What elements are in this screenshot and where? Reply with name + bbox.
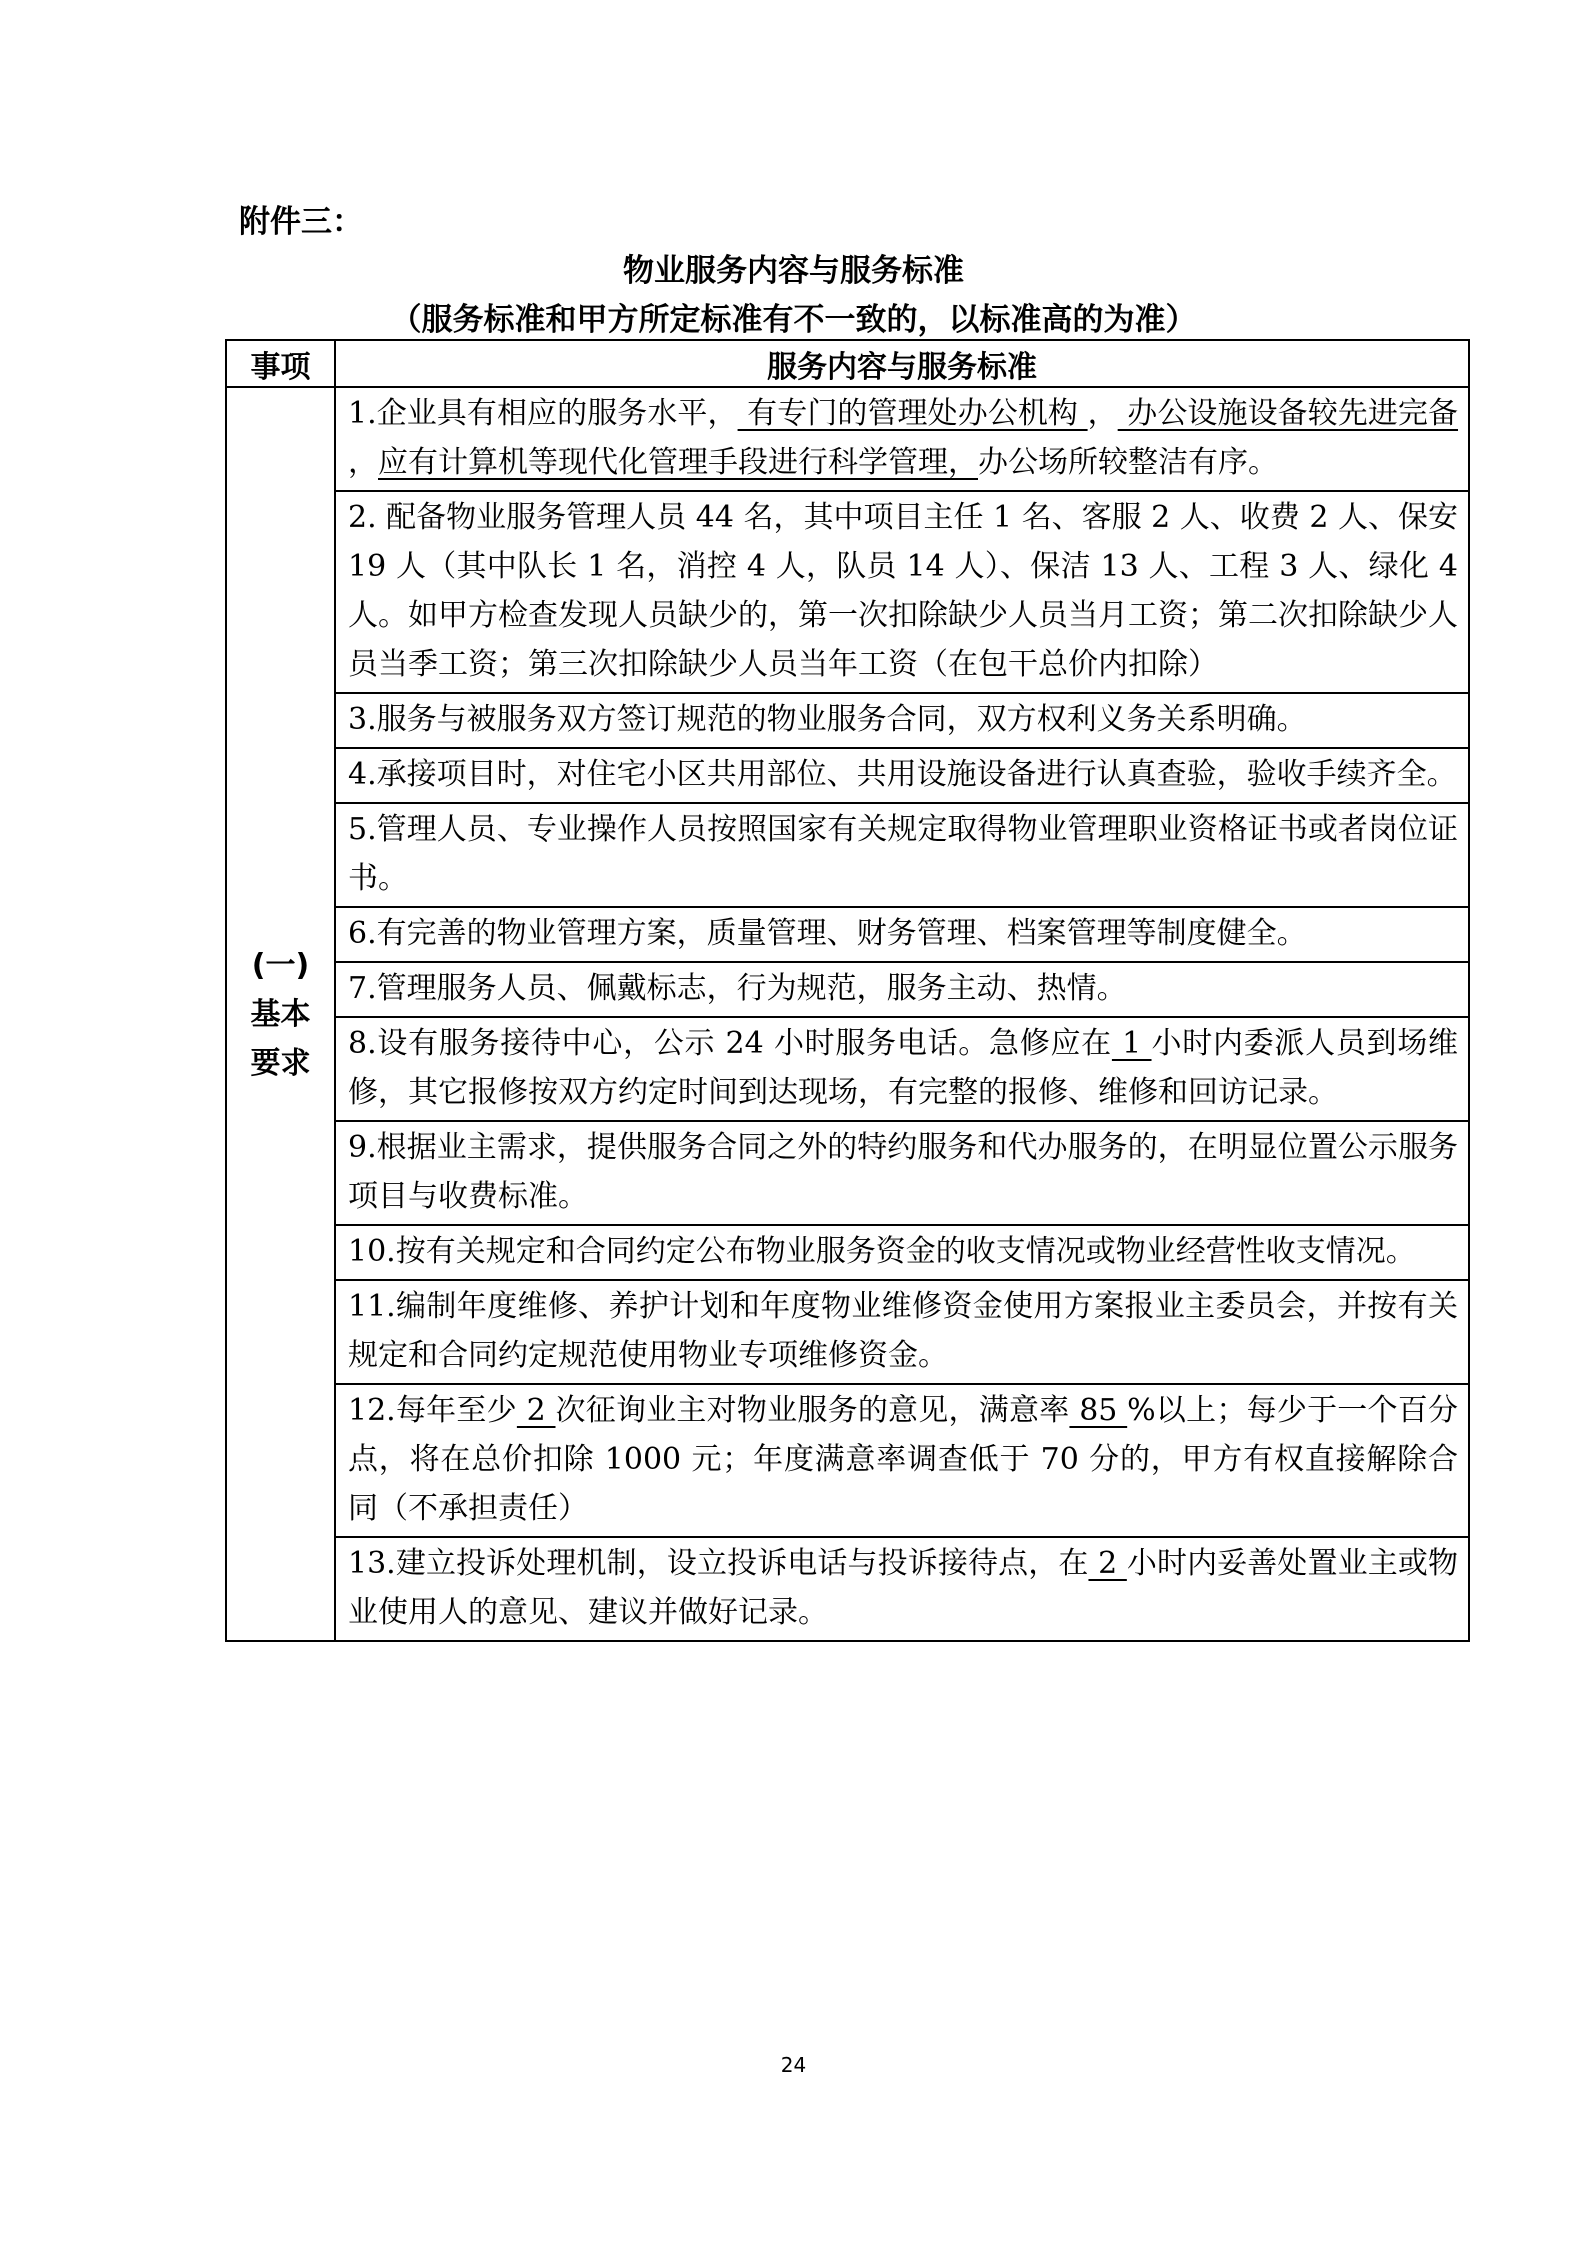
- item-text: 小时内妥善处置业主或物业使用人的意见、建议并做好记录。: [348, 1546, 1458, 1630]
- table-row: [226, 491, 1469, 693]
- underlined-value: 应有计算机等现代化管理手段进行科学管理，: [378, 445, 978, 480]
- item-text: 13.建立投诉处理机制，设立投诉电话与投诉接待点，在: [348, 1546, 1089, 1581]
- table-row: [226, 387, 1469, 491]
- table-row: [226, 1225, 1469, 1280]
- table-row: [226, 748, 1469, 803]
- underlined-value: 办公设施设备较先进完备: [1117, 396, 1459, 431]
- table-row: [226, 1384, 1469, 1537]
- table-cell: 10.按有关规定和合同约定公布物业服务资金的收支情况或物业经营性收支情况。: [335, 1225, 1469, 1280]
- table-row: [226, 1537, 1469, 1641]
- item-text: ，: [348, 445, 378, 480]
- document-title: 物业服务内容与服务标准: [623, 253, 964, 289]
- table-cell: 3.服务与被服务双方签订规范的物业服务合同，双方权利义务关系明确。: [335, 693, 1469, 748]
- item-text: 12.每年至少: [348, 1393, 517, 1428]
- document-subtitle: （服务标准和甲方所定标准有不一致的，以标准高的为准）: [390, 302, 1197, 338]
- category-cell: [226, 387, 335, 1641]
- table-cell: 2. 配备物业服务管理人员 44 名，其中项目主任 1 名、客服 2 人、收费 2 人、保安 19 人（其中队长 1 名，消控 4 人，队员 14 人）、保洁 13 人、工程 3 人、绿化 4 人。如甲方检查发现人员缺少的，第一次扣除缺少人员当月工资；第二次扣除缺少人员当季工资；第三次扣除缺少人员当年工资（在包干总价内扣除）: [335, 491, 1469, 693]
- page-number: 24: [780, 2053, 807, 2077]
- category-label-line1: 基本: [250, 996, 311, 1032]
- table-cell: 6.有完善的物业管理方案，质量管理、财务管理、档案管理等制度健全。: [335, 907, 1469, 962]
- table-row: [226, 1280, 1469, 1384]
- annex-label: 附件三：: [239, 204, 363, 240]
- underlined-value: 2: [1088, 1546, 1127, 1581]
- table-cell: 9.根据业主需求，提供服务合同之外的特约服务和代办服务的，在明显位置公示服务项目与收费标准。: [335, 1121, 1469, 1225]
- underlined-value: 1: [1111, 1026, 1152, 1061]
- table-cell: [335, 1537, 1469, 1641]
- underlined-value: 有专门的管理处办公机构: [737, 396, 1088, 431]
- table-row: [226, 1121, 1469, 1225]
- header-content: 服务内容与服务标准: [335, 340, 1469, 387]
- table-row: [226, 803, 1469, 907]
- table-cell: 7.管理服务人员、佩戴标志，行为规范，服务主动、热情。: [335, 962, 1469, 1017]
- table-cell: 5.管理人员、专业操作人员按照国家有关规定取得物业管理职业资格证书或者岗位证书。: [335, 803, 1469, 907]
- item-text: 小时内委派人员到场维修，其它报修按双方约定时间到达现场，有完整的报修、维修和回访记录。: [348, 1026, 1459, 1110]
- table-cell: 11.编制年度维修、养护计划和年度物业维修资金使用方案报业主委员会，并按有关规定和合同约定规范使用物业专项维修资金。: [335, 1280, 1469, 1384]
- table-cell: 4.承接项目时，对住宅小区共用部位、共用设施设备进行认真查验，验收手续齐全。: [335, 748, 1469, 803]
- underlined-value: 2: [516, 1393, 556, 1428]
- item-text: 次征询业主对物业服务的意见，满意率: [555, 1393, 1070, 1428]
- category-number: (一): [251, 947, 310, 983]
- table-row: [226, 907, 1469, 962]
- item-text: %以上；每少于一个百分点，将在总价扣除 1000 元；年度满意率调查低于 70 分的，甲方有权直接解除合同（不承担责任）: [348, 1393, 1458, 1526]
- table-header-row: [226, 340, 1469, 387]
- item-text: 1.企业具有相应的服务水平，: [348, 396, 738, 431]
- item-text: 办公场所较整洁有序。: [978, 445, 1278, 480]
- service-standard-table: [225, 339, 1470, 1642]
- underlined-value: 85: [1069, 1393, 1128, 1428]
- table-cell: [335, 387, 1469, 491]
- category-label-line2: 要求: [250, 1045, 311, 1081]
- item-text: 8.设有服务接待中心，公示 24 小时服务电话。急修应在: [348, 1026, 1112, 1061]
- table-row: [226, 1017, 1469, 1121]
- header-item: 事项: [226, 340, 335, 387]
- table-cell: [335, 1017, 1469, 1121]
- table-row: [226, 693, 1469, 748]
- table-row: [226, 962, 1469, 1017]
- item-text: ，: [1087, 396, 1118, 431]
- table-cell: [335, 1384, 1469, 1537]
